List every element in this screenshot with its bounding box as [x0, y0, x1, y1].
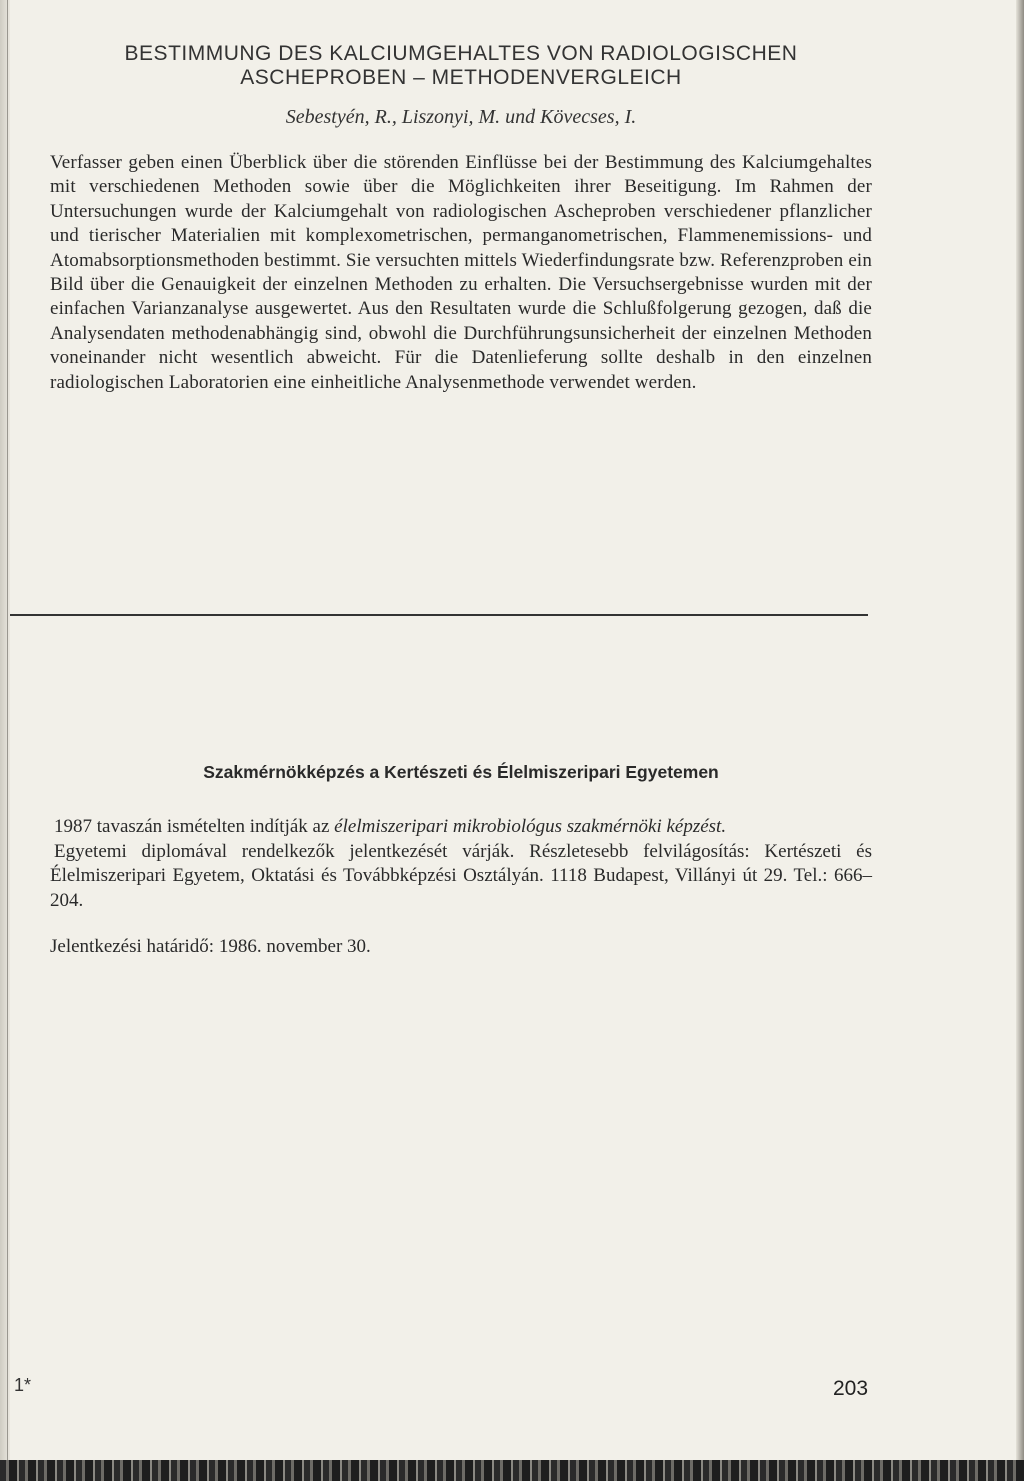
- article: [50, 42, 872, 395]
- signature-mark: 1*: [14, 1375, 32, 1395]
- article-authors: Sebestyén, R., Liszonyi, M. und Kövecses, I.: [285, 106, 637, 128]
- section-divider: [10, 614, 868, 616]
- binding-line: [7, 0, 8, 1481]
- notice-deadline: Jelentkezési határidő: 1986. november 30.: [50, 936, 371, 957]
- page-number: 203: [833, 1377, 869, 1400]
- article-title: [50, 42, 872, 90]
- scan-bottom-band: [0, 1460, 1024, 1481]
- notice-paragraph-1-italic: élelmiszeripari mikrobiológus szakmérnöki képzést.: [334, 816, 727, 837]
- notice-paragraph-1: [50, 815, 872, 840]
- notice: [50, 762, 872, 960]
- article-title-line-2: ASCHEPROBEN – METHODENVERGLEICH: [240, 66, 682, 89]
- page-right-edge: [1016, 0, 1024, 1481]
- article-abstract: Verfasser geben einen Überblick über die störenden Einflüsse bei der Bestimmung des Kalciumgehaltes mit verschiedenen Methoden sowie über die Möglichkeiten ihrer Beseitigung. Im Rahmen der Untersuchungen wurde der Kalciumgehalt von radiologischen Ascheproben verschiedener pflanzlicher und tierischer Materialien mit komplexometrischen, permanganometrischen, Flammenemissions- und Atomabsorptionsmethoden bestimmt. Sie versuchten mittels Wiederfindungsrate bzw. Referenzproben ein Bild über die Genauigkeit der einzelnen Methoden zu erhalten. Die Versuchsergebnisse wurden mit der einfachen Varianzanalyse ausgewertet. Aus den Resultaten wurde die Schlußfolgerung gezogen, daß die Analysendaten methodenabhängig sind, obwohl die Durchführungsunsicherheit der einzelnen Methoden voneinander nicht wesentlich abweicht. Für die Datenlieferung sollte deshalb in den einzelnen radiologischen Laboratorien eine einheitliche Analysenmethode verwendet werden.: [50, 152, 872, 393]
- notice-paragraph-1-text: 1987 tavaszán ismételten indítják az: [54, 816, 335, 837]
- notice-title: Szakmérnökképzés a Kertészeti és Élelmiszeripari Egyetemen: [203, 762, 719, 782]
- notice-paragraph-2: Egyetemi diplomával rendelkezők jelentkezését várják. Részletesebb felvilágosítás: Kertészeti és Élelmiszeripari Egyetem, Oktatási és Továbbképzési Osztályán. 1118 Budapest, Villányi út 29. Tel.: 666–204.: [50, 840, 872, 911]
- binding-edge: [0, 0, 10, 1481]
- article-title-line-1: BESTIMMUNG DES KALCIUMGEHALTES VON RADIOLOGISCHEN: [124, 42, 798, 65]
